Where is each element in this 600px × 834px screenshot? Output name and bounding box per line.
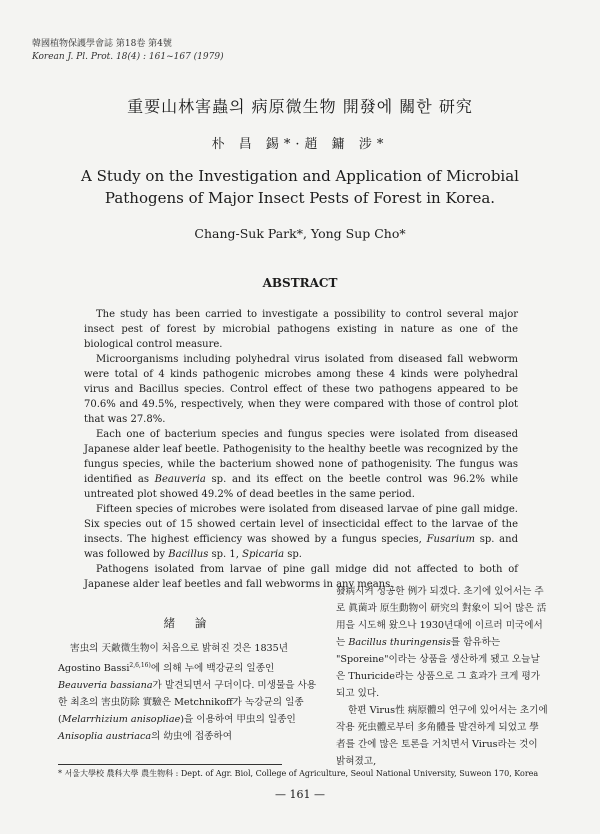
authors-english: Chang-Suk Park*, Yong Sup Cho* (194, 226, 406, 241)
title-english (0, 165, 600, 209)
intro-paragraph (336, 583, 548, 702)
species-bacillus-thuringensis: Bacillus thuringensis (348, 637, 451, 648)
page-number: — 161 — (275, 788, 325, 801)
section-title-introduction: 緒 論 (163, 616, 215, 630)
abstract-text: Fifteen species of microbes were isolated from diseased larvae of pine gall midge. Six species out of 15 showed certain level of insecticidal effect to the larvae of the insects. The highest efficiency was showed by a fungus species, (84, 504, 518, 545)
intro-text: 害虫의 天敵微生物이 처음으로 밝혀진 것은 1835년 Agostino Bassi (58, 643, 289, 675)
title-english-line1: A Study on the Investigation and Application of Microbial (81, 167, 519, 185)
intro-paragraph: 한편 Virus性 病原體의 연구에 있어서는 초기에 작용 死虫體로부터 多角體를 발견하게 되었고 學者를 간에 많은 토론을 거치면서 Virus라는 것이 밝혀졌고, (336, 705, 548, 767)
abstract-text: sp. and was followed by (84, 534, 518, 560)
abstract-paragraph (84, 427, 518, 502)
footnote: * 서울大學校 農科大學 農生物科 : Dept. of Agr. Biol, College of Agriculture, Seoul National University, Suweon 170, Korea (58, 769, 539, 778)
citation-sup: 2,6,16) (129, 662, 151, 669)
abstract-text: Each one of bacterium species and fungus species were isolated from diseased Japanese alder leaf beetle. Pathogenisity to the healthy beetle was recognized by the fungus species, while the bacterium showed none of pathogenisity. The fungus was identified as (84, 429, 518, 485)
footnote-rule (58, 764, 282, 765)
intro-text: 에 의해 누에 백강균의 일종인 (150, 663, 275, 675)
genus-spicaria: Spicaria (242, 549, 285, 560)
intro-text: 를 함유하는 "Sporeine"이라는 상품을 생산하게 됐고 오늘날은 Thuricide라는 상품으로 그 효과가 크게 평가되고 있다. (336, 637, 540, 699)
species-beauveria: Beauveria bassiana (58, 680, 153, 692)
abstract-paragraph: Microorganisms including polyhedral virus isolated from diseased fall webworm were total of 4 kinds pathogenic microbes among these 4 kinds were polyhedral virus and Bacillus species. Control effect of these two pathogens appeared to be 70.6% and 49.5%, respectively, when they were compared with those of control plot that was 27.8%. (84, 354, 518, 425)
title-korean: 重要山林害蟲의 病原微生物 開發에 關한 研究 (127, 97, 473, 116)
intro-text: )을 이용하여 甲虫의 일종인 (180, 714, 296, 726)
intro-left-column (58, 615, 320, 745)
journal-name-ko: 韓國植物保護學會誌 第18卷 第4號 (32, 39, 172, 49)
abstract-body (84, 307, 518, 592)
genus-beauveria: Beauveria (154, 474, 206, 485)
abstract-heading: ABSTRACT (262, 276, 338, 290)
genus-fusarium: Fusarium (426, 534, 475, 545)
abstract-text: sp. 1, (208, 549, 243, 560)
title-english-line2: Pathogens of Major Insect Pests of Forest in Korea. (104, 189, 496, 207)
abstract-text: sp. and its effect on the beetle control was 96.2% while untreated plot showed 49.2% of dead beetles in the same period. (84, 474, 518, 500)
species-anisoplia: Anisoplia austriaca (58, 731, 152, 743)
intro-text: 가 발견되면서 구더이다. 미생물을 사용한 최초의 害虫防除 實驗은 Metchnikoff가 녹강균의 일종( (58, 680, 317, 726)
authors-korean: 朴 昌 錫*·趙 鏞 涉* (211, 137, 389, 152)
genus-bacillus: Bacillus (168, 549, 209, 560)
abstract-paragraph: The study has been carried to investigate a possibility to control several major insect pest of forest by microbial pathogens existing in nature as one of the biological control measure. (84, 309, 518, 350)
intro-text: 의 幼虫에 접종하여 (151, 731, 232, 743)
abstract-paragraph (84, 502, 518, 562)
abstract-text: sp. (284, 549, 302, 560)
intro-text: 發病시켜 성공한 例가 되겠다. 초기에 있어서는 주로 眞菌과 原生動物이 研究의 對象이 되어 많은 活用을 시도해 왔으나 1930년대에 이르러 미국에서는 (336, 586, 547, 648)
intro-right-column (336, 583, 548, 770)
journal-header (32, 38, 224, 64)
journal-citation: Korean J. Pl. Prot. 18(4) : 161~167 (1979) (32, 52, 224, 62)
species-metarhizium: Melarrhizium anisopliae (61, 714, 181, 726)
intro-paragraph (58, 640, 320, 745)
abstract-paragraph: Pathogens isolated from larvae of pine gall midge did not affected to both of Japanese alder leaf beetles and fall webworms in any means. (84, 564, 518, 590)
